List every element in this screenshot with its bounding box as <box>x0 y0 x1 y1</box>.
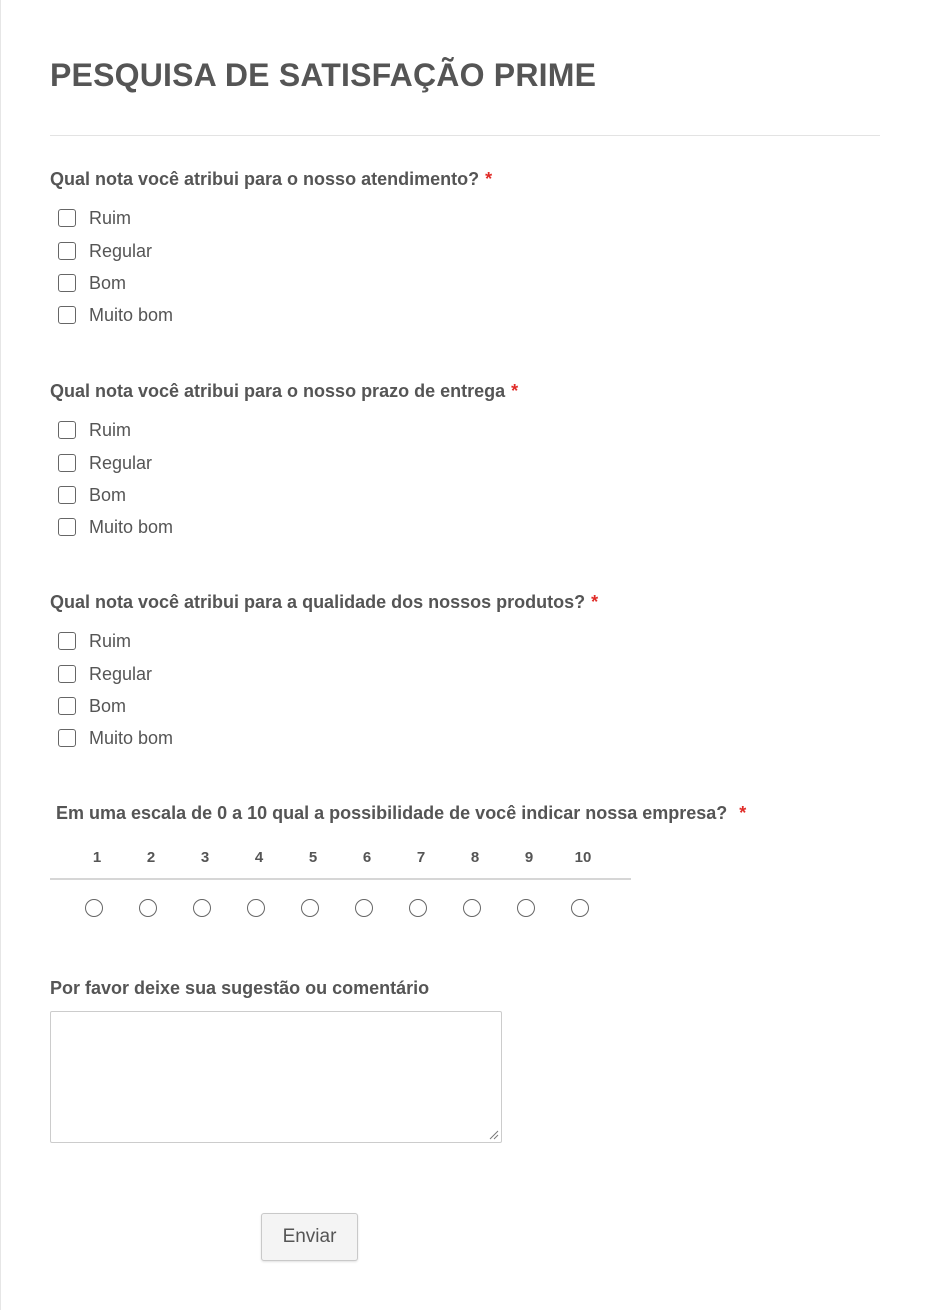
scale-number: 3 <box>200 849 210 866</box>
checkbox[interactable] <box>58 697 76 715</box>
option-label: Regular <box>89 663 153 684</box>
comment-textarea[interactable] <box>50 1011 502 1143</box>
title-divider <box>50 135 880 136</box>
scale-table <box>50 844 631 936</box>
option-label: Bom <box>89 484 127 505</box>
scale-radio-3[interactable] <box>193 899 211 917</box>
option-list <box>50 625 880 755</box>
required-marker: * <box>591 592 599 612</box>
scale-number: 10 <box>574 849 592 866</box>
scale-question-label <box>56 802 746 824</box>
option-regular[interactable] <box>50 234 880 266</box>
scale-number: 6 <box>362 849 372 866</box>
option-ruim[interactable] <box>50 414 880 446</box>
resize-grip-icon[interactable] <box>488 1129 499 1140</box>
checkbox[interactable] <box>58 729 76 747</box>
checkbox[interactable] <box>58 274 76 292</box>
scale-radio-4[interactable] <box>247 899 265 917</box>
question-text: Em uma escala de 0 a 10 qual a possibilidade de você indicar nossa empresa? <box>56 803 728 823</box>
checkbox[interactable] <box>58 306 76 324</box>
option-label: Ruim <box>89 208 132 229</box>
scale-header <box>50 844 631 880</box>
form-title: PESQUISA DE SATISFAÇÃO PRIME <box>50 57 597 93</box>
checkbox[interactable] <box>58 454 76 472</box>
option-label: Regular <box>89 240 153 261</box>
scale-radio-10[interactable] <box>571 899 589 917</box>
checkbox[interactable] <box>58 209 76 227</box>
option-regular[interactable] <box>50 657 880 689</box>
option-label: Regular <box>89 452 153 473</box>
option-label: Bom <box>89 695 127 716</box>
option-label: Bom <box>89 272 127 293</box>
page-edge <box>0 0 1 1310</box>
scale-radio-7[interactable] <box>409 899 427 917</box>
scale-radio-5[interactable] <box>301 899 319 917</box>
question-prazo-entrega <box>50 380 880 544</box>
scale-number: 7 <box>416 849 426 866</box>
checkbox[interactable] <box>58 665 76 683</box>
option-bom[interactable] <box>50 690 880 722</box>
checkbox[interactable] <box>58 518 76 536</box>
scale-radio-6[interactable] <box>355 899 373 917</box>
option-list <box>50 414 880 544</box>
required-marker: * <box>511 381 519 401</box>
option-label: Muito bom <box>89 305 174 326</box>
scale-number: 1 <box>92 849 102 866</box>
question-atendimento <box>50 168 880 332</box>
option-ruim[interactable] <box>50 202 880 234</box>
checkbox[interactable] <box>58 421 76 439</box>
scale-number: 8 <box>470 849 480 866</box>
question-label <box>50 591 880 613</box>
required-marker: * <box>739 803 747 823</box>
required-marker: * <box>485 169 493 189</box>
scale-radio-9[interactable] <box>517 899 535 917</box>
scale-number: 2 <box>146 849 156 866</box>
option-bom[interactable] <box>50 479 880 511</box>
option-bom[interactable] <box>50 267 880 299</box>
option-regular[interactable] <box>50 446 880 478</box>
question-label <box>50 168 880 190</box>
question-qualidade-produtos <box>50 591 880 755</box>
scale-radio-8[interactable] <box>463 899 481 917</box>
submit-button[interactable]: Enviar <box>261 1213 358 1261</box>
option-list <box>50 202 880 332</box>
question-text: Qual nota você atribui para o nosso prazo de entrega <box>50 381 506 401</box>
option-label: Muito bom <box>89 728 174 749</box>
option-label: Ruim <box>89 631 132 652</box>
option-label: Ruim <box>89 420 132 441</box>
option-muito-bom[interactable] <box>50 511 880 543</box>
option-ruim[interactable] <box>50 625 880 657</box>
option-label: Muito bom <box>89 517 174 538</box>
scale-radio-1[interactable] <box>85 899 103 917</box>
checkbox[interactable] <box>58 632 76 650</box>
question-text: Qual nota você atribui para a qualidade dos nossos produtos? <box>50 592 586 612</box>
question-text: Qual nota você atribui para o nosso atendimento? <box>50 169 480 189</box>
comment-label: Por favor deixe sua sugestão ou comentário <box>50 978 430 998</box>
scale-number: 9 <box>524 849 534 866</box>
scale-radios <box>50 880 631 936</box>
scale-number: 4 <box>254 849 264 866</box>
option-muito-bom[interactable] <box>50 299 880 331</box>
scale-radio-2[interactable] <box>139 899 157 917</box>
checkbox[interactable] <box>58 242 76 260</box>
checkbox[interactable] <box>58 486 76 504</box>
question-label <box>50 380 880 402</box>
option-muito-bom[interactable] <box>50 722 880 754</box>
scale-number: 5 <box>308 849 318 866</box>
